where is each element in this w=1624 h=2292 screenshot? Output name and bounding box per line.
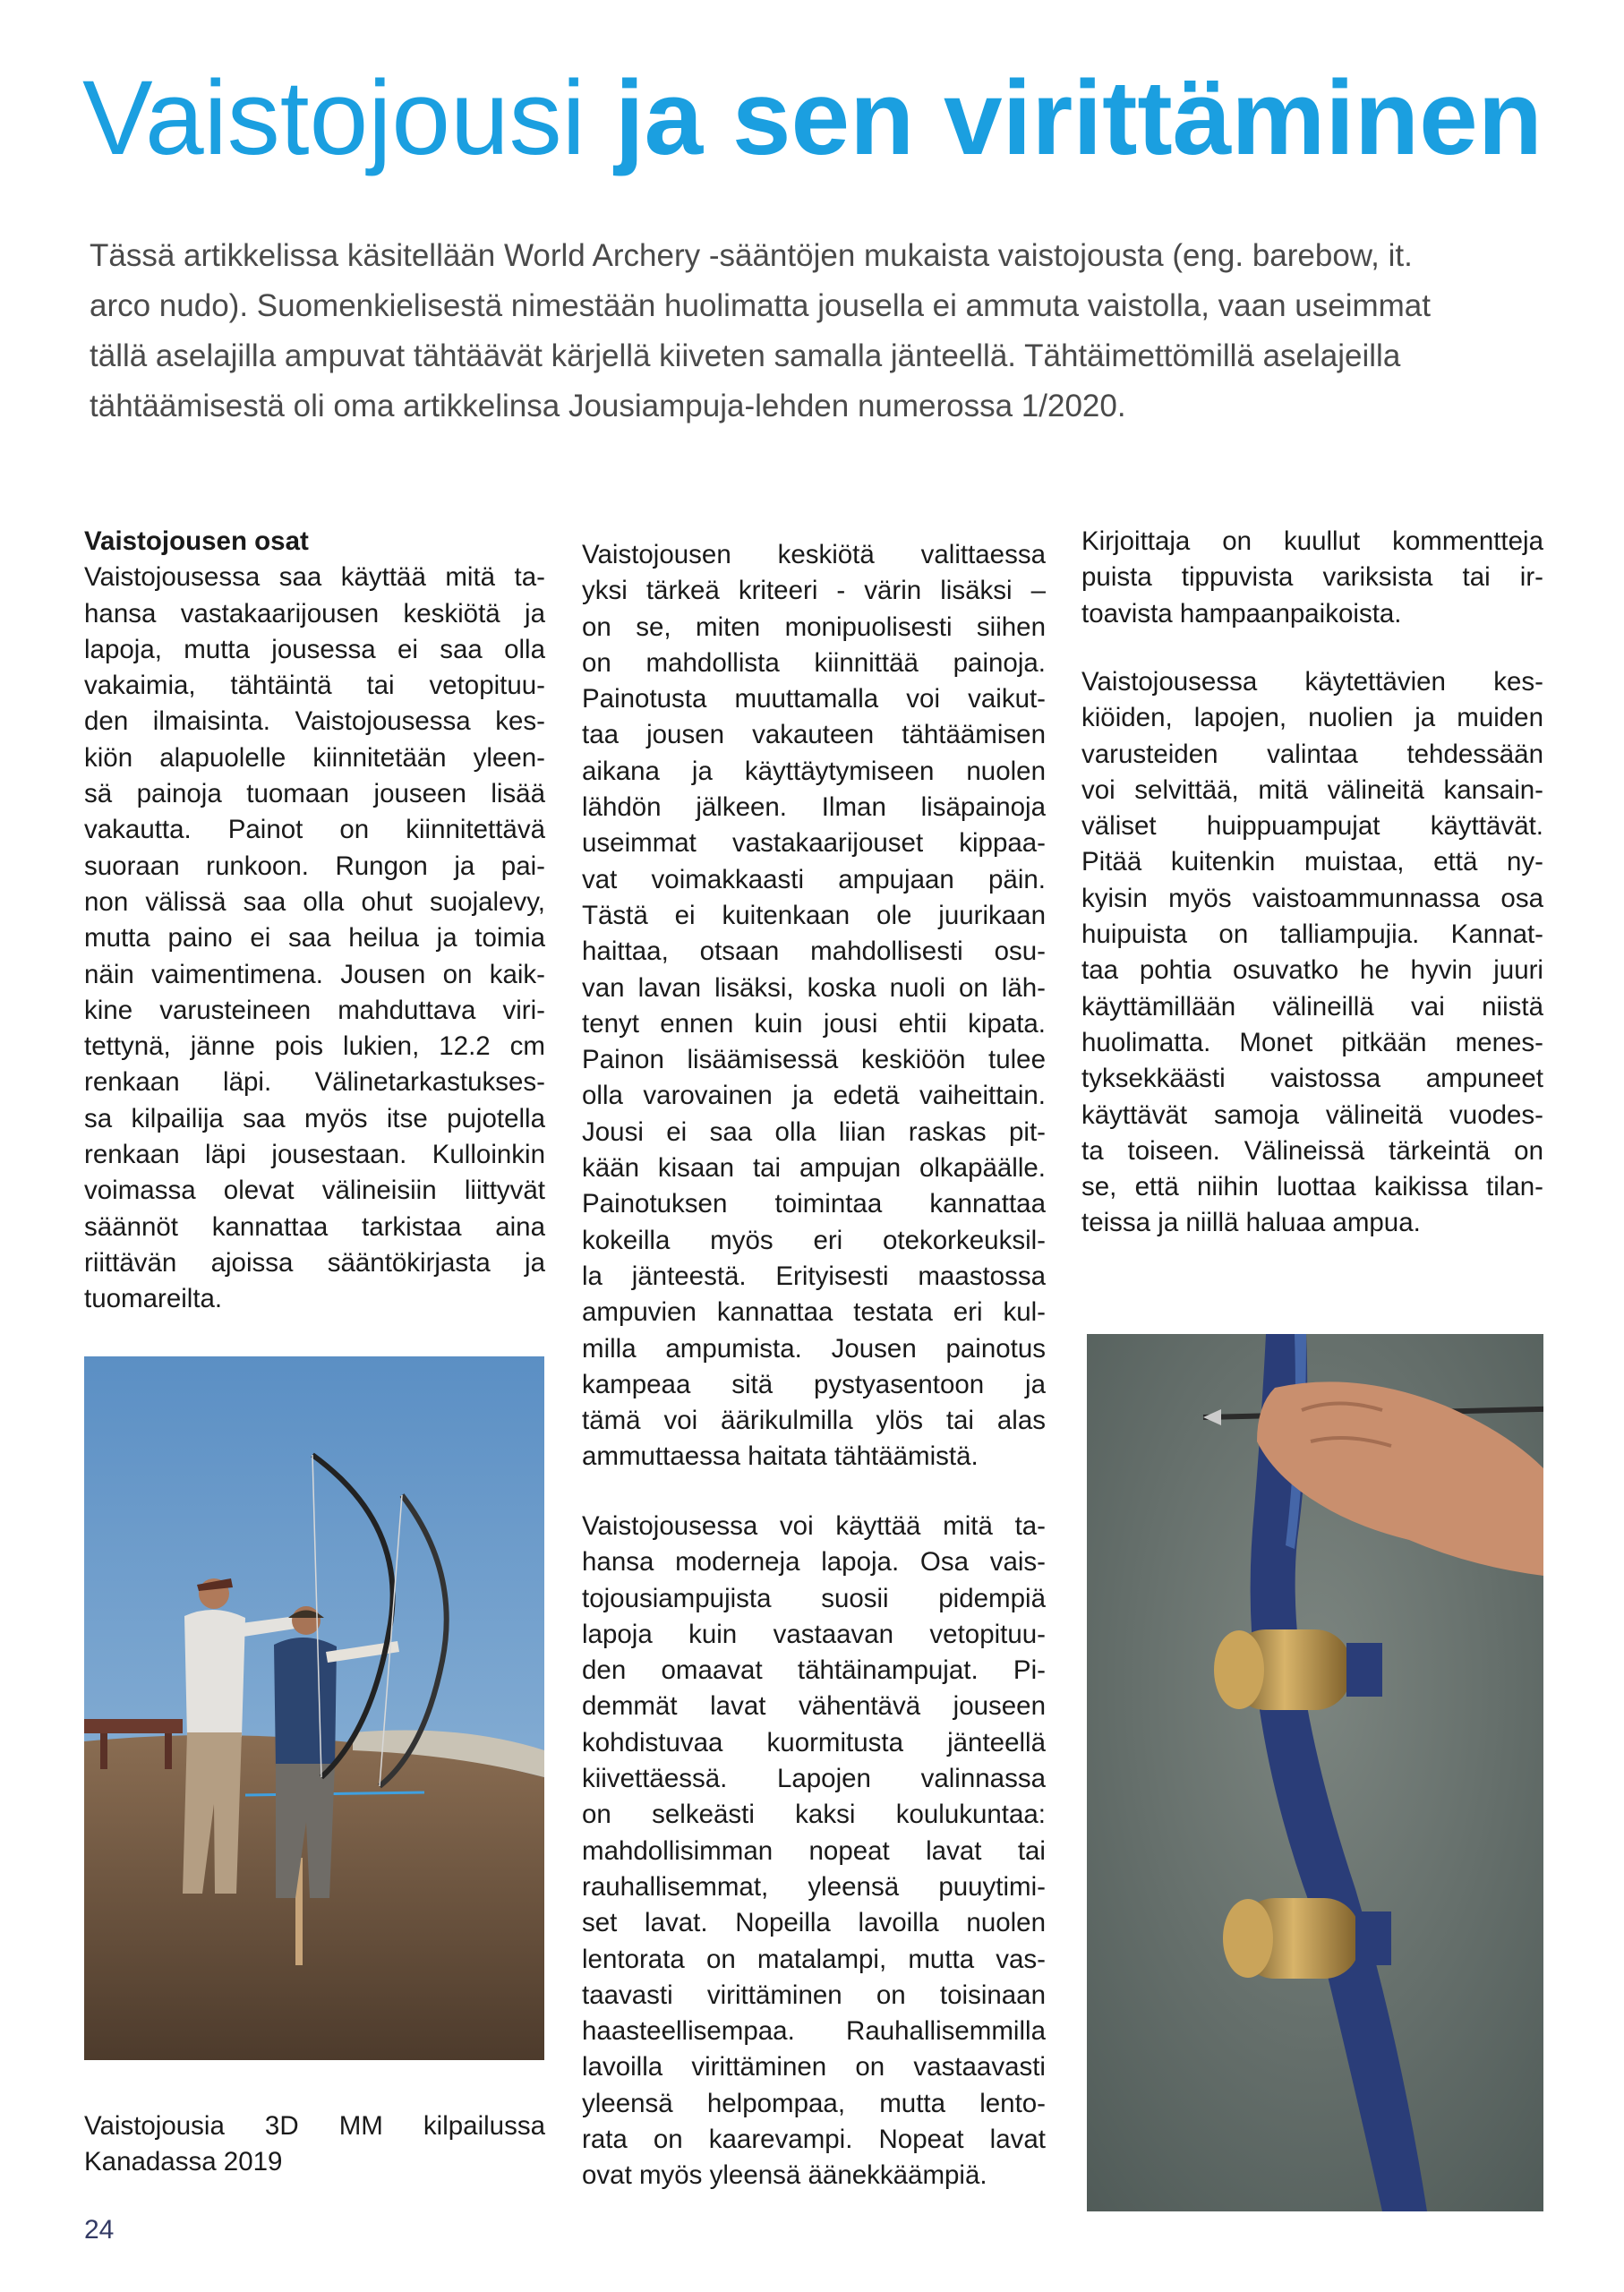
text-line: hansa vastakaarijousen keskiötä ja	[84, 598, 545, 629]
text-line: la jänteestä. Erityisesti maastossa	[582, 1261, 1046, 1291]
text-line: Painon lisäämisessä keskiöön tulee	[582, 1045, 1046, 1075]
text-line: kohdistuvaa kuormitusta jänteellä	[582, 1727, 1046, 1757]
text-line: haittaa, otsaan mahdollisesti osu-	[582, 936, 1046, 967]
text-line: tenyt ennen kuin jousi ehtii kipata.	[582, 1008, 1046, 1039]
text-line: Painotuksen toimintaa kannattaa	[582, 1189, 1046, 1219]
text-line: Vaistojousessa voi käyttää mitä ta-	[582, 1511, 1046, 1541]
text-line: suoraan runkoon. Rungon ja pai-	[84, 851, 545, 881]
text-line: ta toiseen. Välineissä tärkeintä on	[1081, 1135, 1543, 1166]
text-line: käyttämillään välineillä vai niistä	[1081, 991, 1543, 1022]
text-line: rata on kaarevampi. Nopeat lavat	[582, 2125, 1046, 2155]
column-1	[84, 524, 545, 1318]
text-line: taavasti virittäminen on toisinaan	[582, 1980, 1046, 2010]
text-line: tojousiampujista suosii pidempiä	[582, 1583, 1046, 1613]
title-light: Vaistojousi	[82, 59, 585, 177]
text-line: vat voimakkaasti ampujaan päin.	[582, 864, 1046, 894]
text-line: säännöt kannattaa tarkistaa aina	[84, 1211, 545, 1242]
text-line: näin vaimentimena. Jousen on kaik-	[84, 959, 545, 989]
text-line: rauhallisemmat, yleensä puuytimi-	[582, 1871, 1046, 1902]
text-line: se, että niihin luottaa kaikissa tilan-	[1081, 1172, 1543, 1202]
text-line: Vaistojousessa saa käyttää mitä ta-	[84, 562, 545, 593]
text-line: yleensä helpompaa, mutta lento-	[582, 2088, 1046, 2118]
photo-caption	[84, 2108, 545, 2181]
text-line: kyisin myös vaistoammunnassa osa	[1081, 883, 1543, 913]
text-line: väliset huippuampujat käyttävät.	[1081, 811, 1543, 842]
text-line: on se, miten monipuolisesti siihen	[582, 611, 1046, 642]
text-line: huipuista on talliampujia. Kannat-	[1081, 919, 1543, 950]
text-line: riittävän ajoissa sääntökirjasta ja	[84, 1247, 545, 1278]
column-3-paragraph-2	[1081, 664, 1543, 1242]
text-line: sä painoja tuomaan jouseen lisää	[84, 779, 545, 809]
bow-riser-photo	[1087, 1334, 1543, 2211]
text-line: Jousi ei saa olla liian raskas pit-	[582, 1116, 1046, 1147]
text-line: useimmat vastakaarijouset kippaa-	[582, 828, 1046, 859]
text-line: lentorata on matalampi, mutta vas-	[582, 1944, 1046, 1974]
text-line: olla varovainen ja edetä vaiheittain.	[582, 1081, 1046, 1111]
section-heading: Vaistojousen osat	[84, 526, 309, 556]
text-line: haasteellisempaa. Rauhallisemmilla	[582, 2016, 1046, 2047]
text-line: huolimatta. Monet pitkään menes-	[1081, 1027, 1543, 1057]
text-line: demmät lavat vähentävä jouseen	[582, 1691, 1046, 1722]
text-line: ammuttaessa haitata tähtäämistä.	[582, 1441, 979, 1472]
column-2-paragraph-2	[582, 1509, 1046, 2194]
intro-paragraph	[90, 231, 1558, 432]
archers-photo	[84, 1356, 544, 2060]
text-line: tuomareilta.	[84, 1284, 223, 1314]
text-line: Painotusta muuttamalla voi vaikut-	[582, 684, 1046, 714]
text-line: mutta paino ei saa heilua ja toimia	[84, 923, 545, 954]
intro-line: tällä aselajilla ampuvat tähtäävät kärjellä kiiveten samalla jänteellä. Tähtäimettömillä aselajeilla	[90, 338, 1401, 373]
intro-line: tähtäämisestä oli oma artikkelinsa Jousiampuja-lehden numerossa 1/2020.	[90, 389, 1126, 423]
text-line: milla ampumista. Jousen painotus	[582, 1333, 1046, 1364]
text-line: taa pohtia osuvatko he hyvin juuri	[1081, 955, 1543, 986]
text-line: ovat myös yleensä äänekkäämpiä.	[582, 2160, 987, 2191]
text-line: tämä voi äärikulmilla ylös tai alas	[582, 1406, 1046, 1436]
column-3-paragraph-1	[1081, 524, 1543, 632]
article-title	[82, 56, 1560, 181]
text-line: voi selvittää, mitä välineitä kansain-	[1081, 774, 1543, 805]
intro-line: Tässä artikkelissa käsitellään World Archery -sääntöjen mukaista vaistojousta (eng. barebow, it.	[90, 238, 1413, 273]
intro-line: arco nudo). Suomenkielisestä nimestään huolimatta jousella ei ammuta vaistolla, vaan useimmat	[90, 288, 1431, 323]
text-line: sa kilpailija saa myös itse pujotella	[84, 1103, 545, 1133]
text-line: Pitää kuitenkin muistaa, että ny-	[1081, 847, 1543, 877]
text-line: set lavat. Nopeilla lavoilla nuolen	[582, 1908, 1046, 1938]
title-bold: ja sen virittäminen	[614, 59, 1543, 177]
text-line: renkaan läpi. Välinetarkastukses-	[84, 1067, 545, 1098]
text-line: on selkeästi kaksi koulukuntaa:	[582, 1800, 1046, 1830]
caption-line: Vaistojousia 3D MM kilpailussa	[84, 2111, 545, 2141]
text-line: den ilmaisinta. Vaistojousessa kes-	[84, 706, 545, 737]
text-line: kiön alapuolelle kiinnitetään yleen-	[84, 742, 545, 773]
text-line: non välissä saa olla ohut suojalevy,	[84, 886, 545, 917]
text-line: Kirjoittaja on kuullut kommentteja	[1081, 526, 1543, 556]
text-line: voimassa olevat välineisiin liittyvät	[84, 1176, 545, 1206]
text-line: varusteiden valintaa tehdessään	[1081, 739, 1543, 769]
text-line: vakaimia, tähtäintä tai vetopituu-	[84, 671, 545, 701]
text-line: Vaistojousen keskiötä valittaessa	[582, 540, 1046, 569]
text-line: mahdollisimman nopeat lavat tai	[582, 1835, 1046, 1866]
text-line: toavista hampaanpaikoista.	[1081, 598, 1402, 629]
text-line: tettynä, jänne pois lukien, 12.2 cm	[84, 1031, 545, 1062]
text-line: aikana ja käyttäytymiseen nuolen	[582, 756, 1046, 786]
text-line: lähdön jälkeen. Ilman lisäpainoja	[582, 792, 1046, 823]
text-line: Tästä ei kuitenkaan ole juurikaan	[582, 900, 1046, 930]
text-line: puista tippuvista variksista tai ir-	[1081, 562, 1543, 593]
text-line: kine varusteineen mahduttava viri-	[84, 995, 545, 1025]
text-line: kiivettäessä. Lapojen valinnassa	[582, 1764, 1046, 1794]
text-line: tyksekkäästi vaistossa ampuneet	[1081, 1064, 1543, 1094]
text-line: lavoilla virittäminen on vastaavasti	[582, 2052, 1046, 2082]
text-line: teissa ja niillä haluaa ampua.	[1081, 1208, 1421, 1238]
text-line: kampeaa sitä pystyasentoon ja	[582, 1369, 1046, 1399]
column-2-paragraph-1	[582, 537, 1046, 1475]
page-number: 24	[84, 2215, 115, 2245]
text-line: yksi tärkeä kriteeri - värin lisäksi –	[582, 576, 1046, 606]
text-line: lapoja kuin vastaavan vetopituu-	[582, 1619, 1046, 1649]
text-line: Vaistojousessa käytettävien kes-	[1081, 667, 1543, 697]
text-line: on mahdollista kiinnittää painoja.	[582, 647, 1046, 678]
text-line: lapoja, mutta jousessa ei saa olla	[84, 634, 545, 664]
text-line: vakautta. Painot on kiinnitettävä	[84, 815, 545, 845]
caption-line: Kanadassa 2019	[84, 2147, 283, 2177]
text-line: kiöiden, lapojen, nuolien ja muiden	[1081, 703, 1543, 733]
text-line: käyttävät samoja välineitä vuodes-	[1081, 1099, 1543, 1130]
text-line: hansa moderneja lapoja. Osa vais-	[582, 1547, 1046, 1578]
text-line: ampuvien kannattaa testata eri kul-	[582, 1297, 1046, 1328]
text-line: van lavan lisäksi, koska nuoli on läh-	[582, 972, 1046, 1003]
text-line: den omaavat tähtäinampujat. Pi-	[582, 1655, 1046, 1686]
text-line: renkaan läpi jousestaan. Kulloinkin	[84, 1140, 545, 1170]
text-line: taa jousen vakauteen tähtäämisen	[582, 720, 1046, 750]
text-line: kään kisaan tai ampujan olkapäälle.	[582, 1153, 1046, 1184]
column-1-text	[84, 560, 545, 1317]
text-line: kokeilla myös eri otekorkeuksil-	[582, 1225, 1046, 1255]
